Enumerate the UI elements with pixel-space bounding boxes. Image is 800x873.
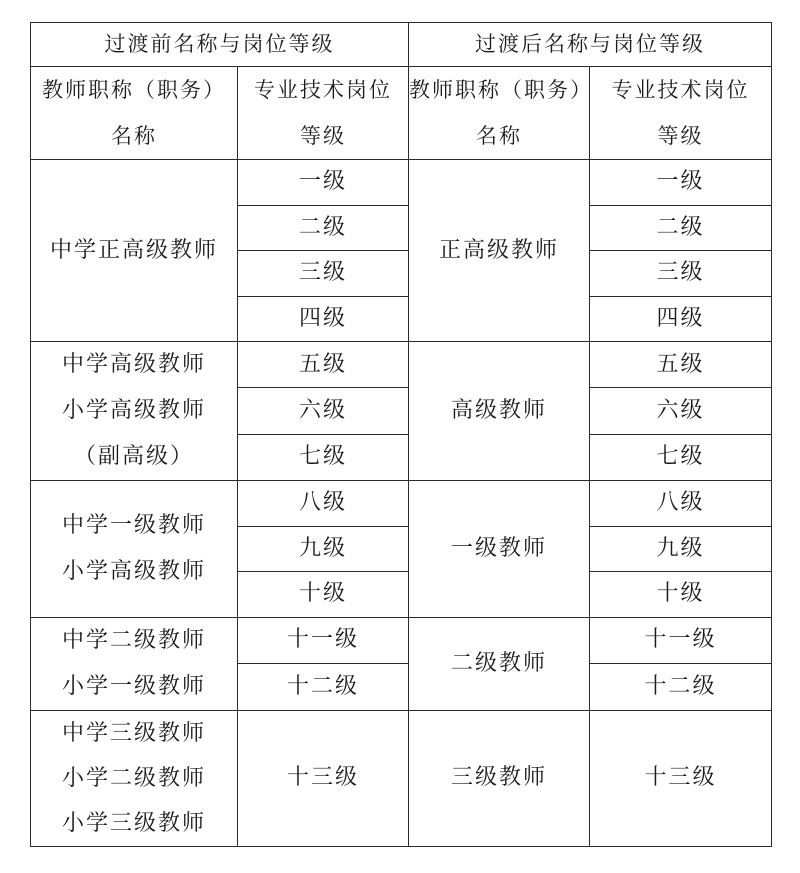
after-level-column-header-line: 专业技术岗位 — [611, 78, 750, 102]
after-level-cell: 六级 — [590, 388, 772, 434]
group-header-row — [31, 23, 772, 67]
before-level-cell: 十三级 — [238, 710, 409, 846]
before-title-cell — [31, 160, 238, 342]
before-level-cell: 一级 — [238, 160, 409, 206]
before-level-cell: 四级 — [238, 296, 409, 342]
before-title-name: 中学高级教师 — [61, 352, 206, 377]
before-title-column-header-line: 名称 — [111, 124, 157, 148]
before-level-cell: 十级 — [238, 572, 409, 618]
after-level-cell: 一级 — [590, 160, 772, 206]
before-title-column-header-line: 教师职称（职务） — [42, 78, 226, 102]
after-level-column-header — [590, 67, 772, 160]
before-level-column-header-line: 等级 — [300, 124, 346, 148]
after-title-cell: 一级教师 — [409, 481, 590, 618]
before-title-name: 小学三级教师 — [61, 810, 206, 836]
after-level-cell: 十二级 — [590, 664, 772, 711]
table-row — [31, 342, 772, 388]
after-level-cell: 十三级 — [590, 710, 772, 846]
before-title-cell — [31, 481, 238, 618]
after-level-cell: 七级 — [590, 434, 772, 480]
after-title-cell: 二级教师 — [409, 617, 590, 710]
before-title-name: 中学一级教师 — [61, 512, 206, 538]
after-title-column-header-line: 名称 — [476, 124, 522, 148]
before-title-name: 小学高级教师 — [61, 398, 206, 423]
before-level-cell: 八级 — [238, 481, 409, 527]
before-title-column-header — [31, 67, 238, 160]
before-title-name: （副高级） — [73, 444, 194, 469]
before-transition-header: 过渡前名称与岗位等级 — [31, 23, 409, 67]
before-level-cell: 十二级 — [238, 664, 409, 711]
after-level-cell: 十一级 — [590, 617, 772, 664]
after-level-column-header-line: 等级 — [657, 124, 704, 148]
before-title-cell — [31, 710, 238, 846]
before-level-cell: 六级 — [238, 388, 409, 434]
after-level-cell: 三级 — [590, 251, 772, 297]
after-level-cell: 九级 — [590, 526, 772, 572]
before-title-cell — [31, 617, 238, 710]
after-transition-header: 过渡后名称与岗位等级 — [409, 23, 772, 67]
before-level-column-header-line: 专业技术岗位 — [254, 78, 392, 102]
table-row — [31, 481, 772, 527]
before-level-cell: 五级 — [238, 342, 409, 388]
before-title-name: 小学二级教师 — [61, 765, 206, 791]
title-transition-table — [30, 22, 772, 847]
after-level-cell: 五级 — [590, 342, 772, 388]
after-level-cell: 四级 — [590, 296, 772, 342]
before-level-cell: 三级 — [238, 251, 409, 297]
after-title-cell: 正高级教师 — [409, 160, 590, 342]
before-title-name: 中学三级教师 — [61, 720, 206, 746]
before-title-name: 小学高级教师 — [61, 558, 206, 584]
after-level-cell: 二级 — [590, 205, 772, 251]
table-row — [31, 617, 772, 664]
table-row — [31, 710, 772, 846]
after-level-cell: 十级 — [590, 572, 772, 618]
before-title-name: 小学一级教师 — [61, 673, 206, 699]
before-title-cell — [31, 342, 238, 481]
after-level-cell: 八级 — [590, 481, 772, 527]
after-title-cell: 三级教师 — [409, 710, 590, 846]
before-level-cell: 九级 — [238, 526, 409, 572]
after-title-column-header — [409, 67, 593, 160]
after-title-column-header-line: 教师职称（职务） — [409, 78, 593, 102]
before-level-column-header — [238, 67, 409, 160]
before-title-name: 中学二级教师 — [61, 627, 206, 653]
before-level-cell: 十一级 — [238, 617, 409, 664]
column-header-row — [31, 67, 772, 160]
before-level-cell: 二级 — [238, 205, 409, 251]
before-title-name: 中学正高级教师 — [49, 237, 218, 263]
table-row — [31, 160, 772, 206]
before-level-cell: 七级 — [238, 434, 409, 480]
after-title-cell: 高级教师 — [409, 342, 590, 481]
